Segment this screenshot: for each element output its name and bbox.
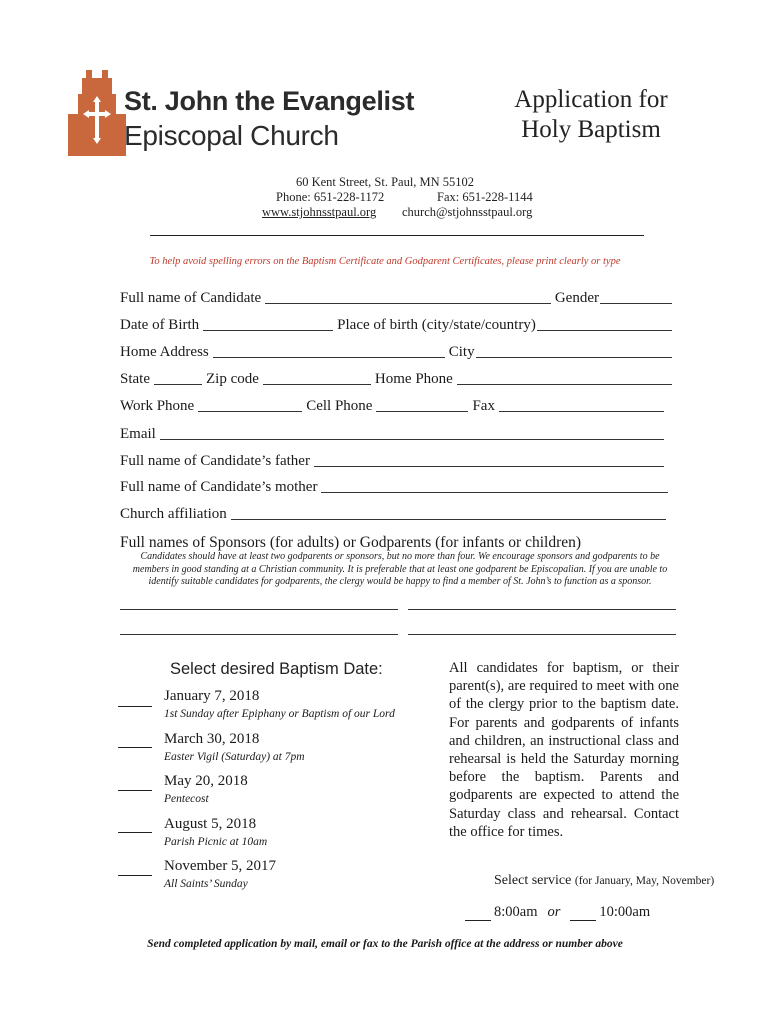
service-heading-label: Select service — [494, 873, 572, 888]
city-field[interactable] — [476, 344, 672, 358]
page-title-line2: Holy Baptism — [521, 116, 661, 143]
father-field[interactable] — [314, 453, 664, 467]
baptism-date-heading: Select desired Baptism Date: — [170, 660, 383, 678]
church-tower-logo-icon — [68, 70, 126, 156]
gender-label: Gender — [554, 290, 599, 306]
row-mother — [120, 478, 672, 496]
church-fax: Fax: 651-228-1144 — [437, 190, 533, 204]
work-phone-label: Work Phone — [120, 398, 195, 414]
zip-label: Zip code — [206, 371, 259, 387]
email-label: Email — [120, 426, 156, 442]
page-title-line1: Application for — [514, 86, 668, 113]
candidate-name-label: Full name of Candidate — [120, 290, 262, 306]
sponsor-field-3[interactable] — [120, 634, 398, 635]
church-name: St. John the Evangelist — [124, 86, 415, 116]
submission-instructions: Send completed application by mail, email or fax to the Parish office at the address or number above — [147, 938, 623, 950]
state-field[interactable] — [154, 371, 202, 385]
home-phone-field[interactable] — [457, 371, 672, 385]
church-address: 60 Kent Street, St. Paul, MN 55102 — [295, 175, 475, 189]
father-label: Full name of Candidate’s father — [120, 453, 310, 469]
church-website-link[interactable]: www.stjohnsstpaul.org — [262, 205, 377, 219]
service-option-1: 8:00am — [494, 904, 538, 920]
fax-label: Fax — [472, 398, 495, 414]
city-label: City — [448, 344, 475, 360]
sponsor-field-4[interactable] — [408, 634, 676, 635]
sponsors-note — [110, 551, 690, 589]
row-father — [120, 452, 672, 470]
sponsors-note-line2: members in good standing at a Christian community. It is preferable that at least one godparent be Episcopalian. If you are unable to — [132, 563, 668, 575]
row-birth — [120, 316, 672, 334]
home-address-label: Home Address — [120, 344, 209, 360]
home-address-field[interactable] — [213, 344, 445, 358]
service-or: or — [547, 904, 561, 920]
fax-field[interactable] — [499, 398, 664, 412]
service-heading — [494, 873, 714, 889]
state-label: State — [120, 371, 150, 387]
service-options — [465, 904, 650, 921]
gender-field[interactable] — [600, 290, 672, 304]
email-field[interactable] — [160, 426, 664, 440]
row-candidate-name — [120, 289, 672, 307]
church-phone: Phone: 651-228-1172 — [276, 190, 385, 204]
date-select-blank-4[interactable] — [118, 832, 152, 833]
church-affiliation-label: Church affiliation — [120, 506, 227, 522]
home-phone-label: Home Phone — [374, 371, 453, 387]
cell-phone-label: Cell Phone — [306, 398, 373, 414]
mother-label: Full name of Candidate’s mother — [120, 479, 318, 495]
baptism-date-1: January 7, 2018 — [164, 688, 260, 704]
baptism-date-2-desc: Easter Vigil (Saturday) at 7pm — [164, 751, 305, 763]
print-clearly-notice: To help avoid spelling errors on the Baptism Certificate and Godparent Certificates, please print clearly or type — [149, 256, 621, 267]
sponsor-field-1[interactable] — [120, 609, 398, 610]
church-affiliation-field[interactable] — [231, 506, 666, 520]
work-phone-field[interactable] — [198, 398, 302, 412]
row-address — [120, 343, 672, 361]
service-option-2: 10:00am — [599, 904, 651, 920]
church-subname: Episcopal Church — [124, 120, 339, 151]
baptism-requirements-info: All candidates for baptism, or their parent(s), are required to meet with one of the clergy prior to the baptism date. For parents and godparents of infants and children, an instructional class and rehearsal is held the Saturday morning before the baptism. Parents and godparents are expected to attend the Saturday class and rehearsal. Contact the office for times. — [449, 660, 679, 840]
row-state — [120, 370, 672, 388]
sponsors-heading: Full names of Sponsors (for adults) or Godparents (for infants or children) — [120, 534, 582, 551]
sponsors-note-line1: Candidates should have at least two godparents or sponsors, but no more than four. We encourage sponsors and godparents to be — [140, 551, 660, 562]
date-select-blank-1[interactable] — [118, 706, 152, 707]
baptism-date-5-desc: All Saints’ Sunday — [164, 878, 248, 890]
baptism-date-4: August 5, 2018 — [164, 816, 257, 832]
service-heading-note: (for January, May, November) — [574, 875, 715, 887]
place-of-birth-field[interactable] — [537, 317, 672, 331]
candidate-name-field[interactable] — [265, 290, 551, 304]
mother-field[interactable] — [321, 479, 668, 493]
sponsors-note-line3: identify suitable candidates for godparents, the clergy would be happy to find a member of St. John’s to function as a sponsor. — [148, 576, 652, 587]
zip-field[interactable] — [263, 371, 371, 385]
baptism-date-3-desc: Pentecost — [164, 793, 209, 805]
cell-phone-field[interactable] — [376, 398, 468, 412]
baptism-date-2: March 30, 2018 — [164, 731, 260, 747]
place-of-birth-label: Place of birth (city/state/country) — [337, 317, 536, 333]
header-divider — [150, 235, 644, 236]
baptism-date-4-desc: Parish Picnic at 10am — [164, 836, 268, 848]
row-phones — [120, 397, 672, 415]
date-select-blank-5[interactable] — [118, 875, 152, 876]
date-select-blank-3[interactable] — [118, 790, 152, 791]
church-email: church@stjohnsstpaul.org — [402, 205, 533, 219]
service-select-blank-2[interactable] — [570, 908, 596, 921]
row-church — [120, 505, 672, 523]
baptism-date-1-desc: 1st Sunday after Epiphany or Baptism of our Lord — [164, 708, 395, 720]
dob-field[interactable] — [203, 317, 333, 331]
baptism-date-3: May 20, 2018 — [164, 773, 248, 789]
dob-label: Date of Birth — [120, 317, 200, 333]
date-select-blank-2[interactable] — [118, 747, 152, 748]
row-email — [120, 425, 672, 443]
sponsor-field-2[interactable] — [408, 609, 676, 610]
service-select-blank-1[interactable] — [465, 908, 491, 921]
baptism-date-5: November 5, 2017 — [164, 858, 277, 874]
